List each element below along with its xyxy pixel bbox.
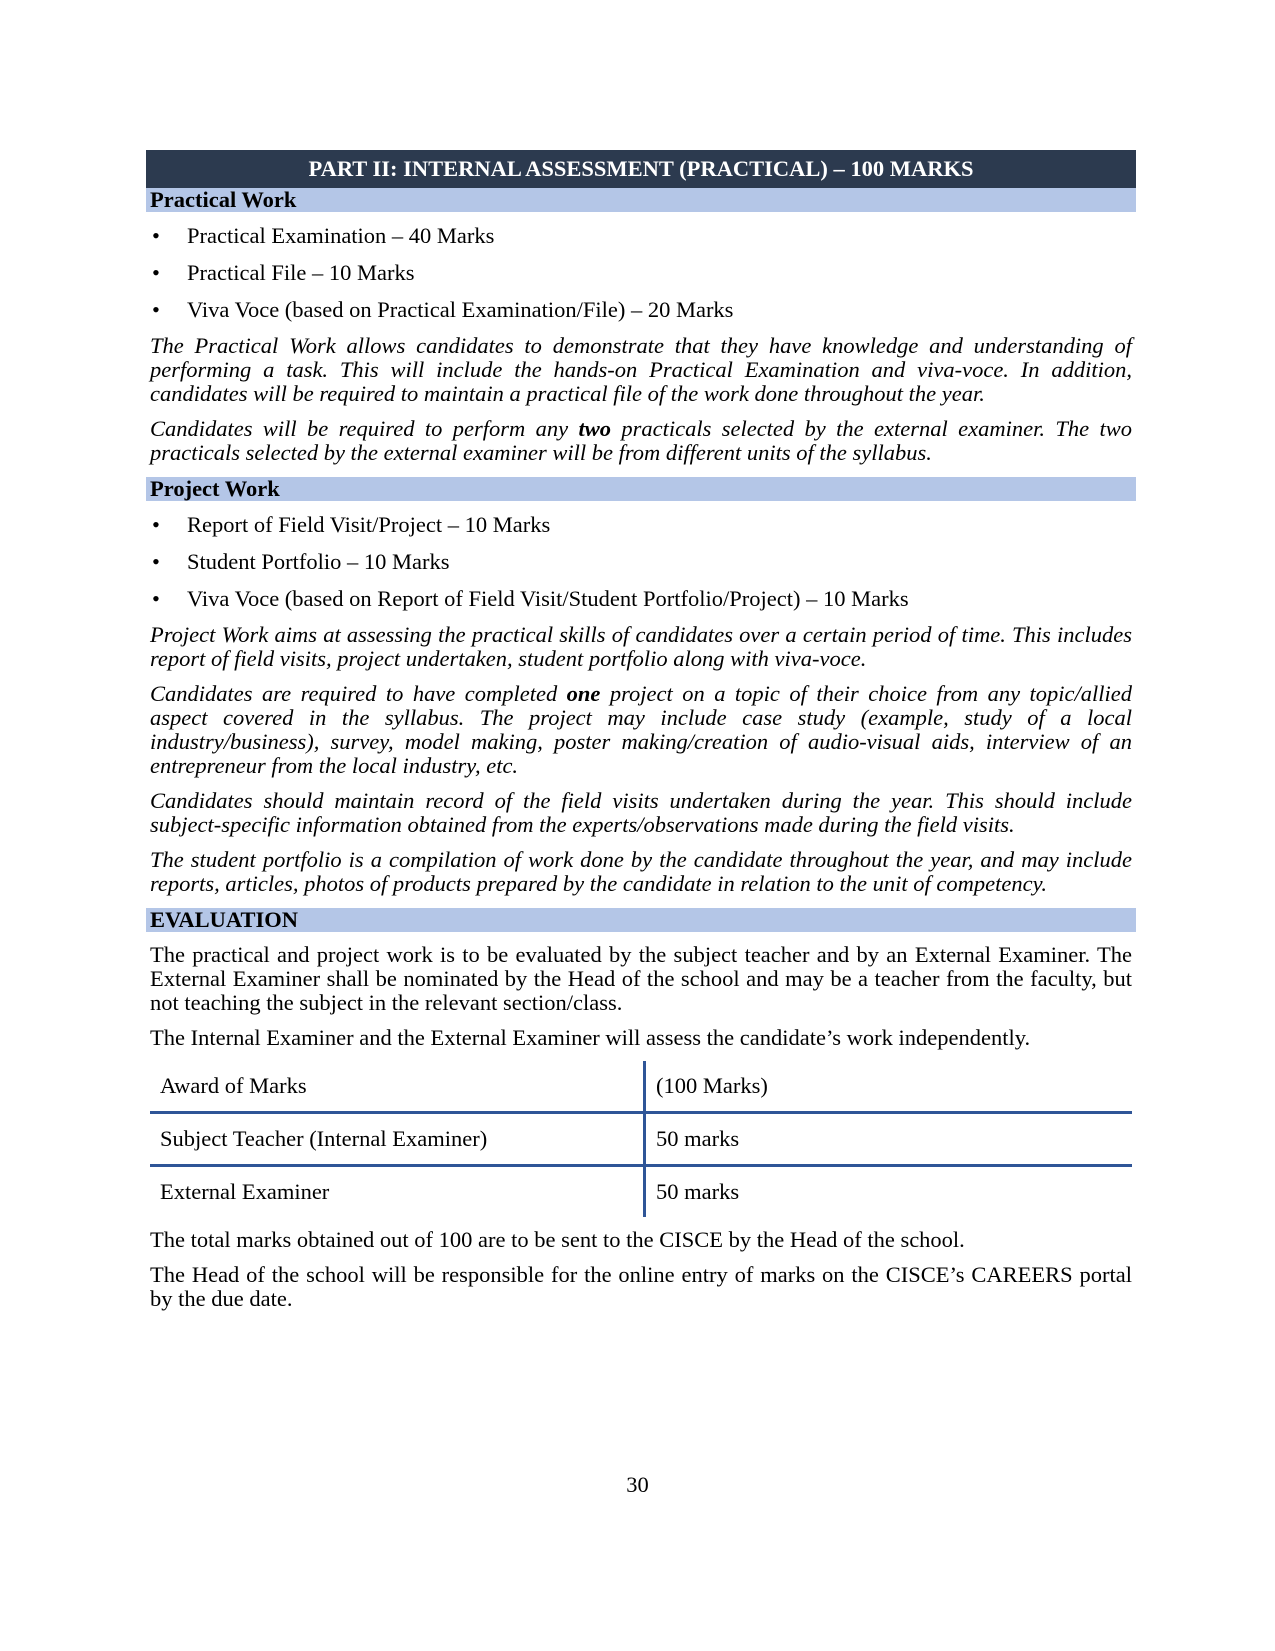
practical-work-description: The Practical Work allows candidates to demonstrate that they have knowledge and understanding of performing a task. This will include the hands-on Practical Examination and viva-voce. In addition, candidates will be required to maintain a practical file of the work done throughout the year. bbox=[150, 333, 1132, 406]
field-visit-record: Candidates should maintain record of the field visits undertaken during the year. This should include subject-specific information obtained from the experts/observations made during the field visits. bbox=[150, 788, 1132, 837]
table-cell: External Examiner bbox=[160, 1179, 330, 1204]
bullet-icon: • bbox=[152, 260, 160, 285]
list-item: • Student Portfolio – 10 Marks bbox=[152, 549, 450, 574]
award-of-marks-table bbox=[150, 1061, 1132, 1217]
bullet-icon: • bbox=[152, 549, 160, 574]
practical-work-list bbox=[146, 223, 1136, 323]
project-work-requirement: Candidates are required to have completed one project on a topic of their choice from any topic/allied aspect covered in the syllabus. The project may include case study (example, study of a local industry/business), survey, model making, poster making/creation of audio-visual aids, interview of an entrepreneur from the local industry, etc. bbox=[150, 681, 1132, 778]
table-cell: 50 marks bbox=[645, 1113, 1133, 1166]
page-number: 30 bbox=[626, 1472, 649, 1497]
online-entry-note: The Head of the school will be responsible for the online entry of marks on the CISCE’s CAREERS portal by the due date. bbox=[150, 1262, 1132, 1311]
student-portfolio-description: The student portfolio is a compilation of work done by the candidate throughout the year, and may include reports, articles, photos of products prepared by the candidate in relation to the unit of competency. bbox=[150, 847, 1132, 896]
table-cell: 50 marks bbox=[645, 1166, 1133, 1218]
practical-work-requirement: Candidates will be required to perform any two practicals selected by the external examiner. The two practicals selected by the external examiner will be from different units of the syllabus. bbox=[150, 416, 1132, 465]
table-cell: Subject Teacher (Internal Examiner) bbox=[150, 1113, 645, 1166]
emphasis-two: two bbox=[578, 416, 611, 441]
list-item: • Viva Voce (based on Report of Field Visit/Student Portfolio/Project) – 10 Marks bbox=[152, 586, 909, 611]
document-page bbox=[146, 150, 1136, 1311]
independent-assessment-note: The Internal Examiner and the External Examiner will assess the candidate’s work independently. bbox=[150, 1025, 1031, 1050]
table-row bbox=[150, 1166, 1132, 1218]
evaluation-description: The practical and project work is to be evaluated by the subject teacher and by an External Examiner. The External Examiner shall be nominated by the Head of the school and may be a teacher from the faculty, but not teaching the subject in the relevant section/class. bbox=[150, 942, 1132, 1015]
bullet-icon: • bbox=[152, 223, 160, 248]
table-row bbox=[150, 1113, 1132, 1166]
table-row bbox=[150, 1061, 1132, 1113]
table-cell: Award of Marks bbox=[150, 1061, 645, 1113]
section-heading-practical-work: Practical Work bbox=[146, 188, 1136, 212]
list-item: • Practical File – 10 Marks bbox=[152, 260, 415, 285]
project-work-description: Project Work aims at assessing the practical skills of candidates over a certain period of time. This includes report of field visits, project undertaken, student portfolio along with viva-voce. bbox=[150, 622, 1132, 671]
list-item: • Viva Voce (based on Practical Examination/File) – 20 Marks bbox=[152, 297, 734, 322]
list-item: • Practical Examination – 40 Marks bbox=[152, 223, 495, 248]
list-item: • Report of Field Visit/Project – 10 Marks bbox=[152, 512, 551, 537]
bullet-icon: • bbox=[152, 297, 160, 322]
bullet-icon: • bbox=[152, 586, 160, 611]
table-cell: (100 Marks) bbox=[645, 1061, 1133, 1113]
section-heading-project-work: Project Work bbox=[146, 477, 1136, 501]
part-header: PART II: INTERNAL ASSESSMENT (PRACTICAL) – 100 MARKS bbox=[146, 150, 1136, 188]
emphasis-one: one bbox=[566, 681, 601, 706]
total-marks-note: The total marks obtained out of 100 are to be sent to the CISCE by the Head of the school. bbox=[150, 1227, 965, 1252]
section-heading-evaluation: EVALUATION bbox=[146, 908, 1136, 932]
project-work-list bbox=[146, 512, 1136, 612]
bullet-icon: • bbox=[152, 512, 160, 537]
